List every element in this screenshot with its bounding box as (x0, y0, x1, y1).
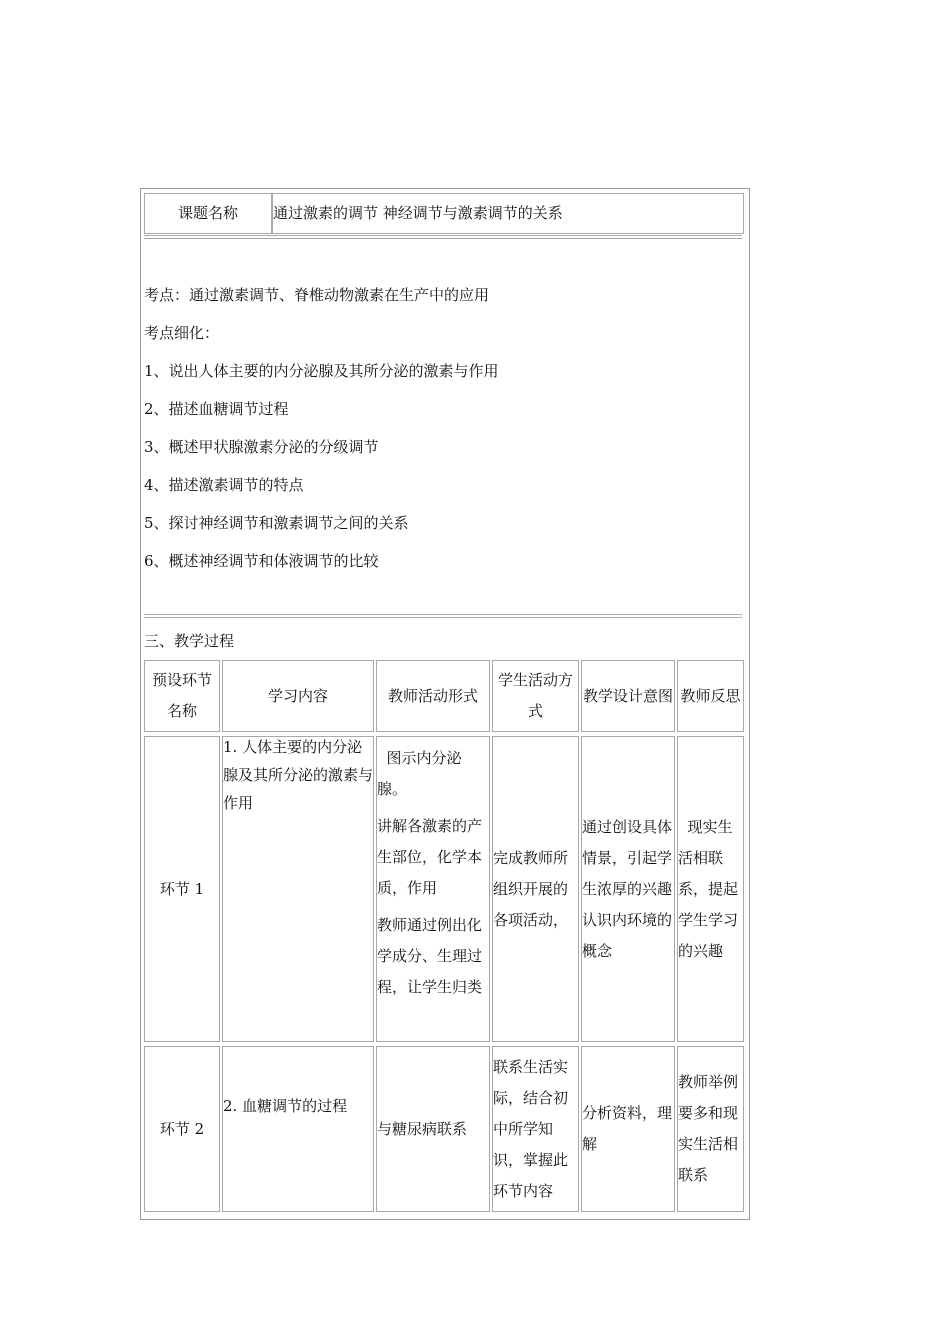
exam-item: 1、说出人体主要的内分泌腺及其所分泌的激素与作用 (144, 362, 499, 380)
table-row-2-student: 联系生活实际，结合初中所学知识，掌握此环节内容 (492, 1046, 579, 1212)
col-header-reflection: 教师反思 (677, 660, 744, 732)
col-header-teacher: 教师活动形式 (376, 660, 490, 732)
exam-detail-title: 考点细化： (144, 324, 220, 342)
table-row-1-content: 1. 人体主要的内分泌腺及其所分泌的激素与作用 (222, 736, 374, 1042)
table-row-1-intent: 通过创设具体情景，引起学生浓厚的兴趣认识内环境的概念 (581, 736, 675, 1042)
table-row-2-content: 2. 血糖调节的过程 (222, 1046, 374, 1212)
col-header-student: 学生活动方式 (492, 660, 579, 732)
topic-label: 课题名称 (177, 204, 238, 222)
table-row-2-stage: 环节 2 (144, 1046, 220, 1212)
col-header-stage: 预设环节名称 (144, 660, 220, 732)
exam-point: 考点：通过激素调节、脊椎动物激素在生产中的应用 (144, 286, 490, 304)
table-row-2-reflection: 教师举例要多和现实生活相联系 (677, 1046, 744, 1212)
topic-value-cell (272, 193, 744, 234)
topic-value: 通过激素的调节 神经调节与激素调节的关系 (273, 204, 563, 222)
table-row-1-student: 完成教师所组织开展的各项活动， (492, 736, 579, 1042)
col-header-content: 学习内容 (222, 660, 374, 732)
exam-item: 2、描述血糖调节过程 (144, 400, 289, 418)
exam-item: 5、探讨神经调节和激素调节之间的关系 (144, 514, 409, 532)
col-header-intent: 教学设计意图 (581, 660, 675, 732)
table-row-1-stage: 环节 1 (144, 736, 220, 1042)
topic-label-cell (144, 193, 272, 234)
exam-item: 6、概述神经调节和体液调节的比较 (144, 552, 379, 570)
table-row-1-reflection: 现实生活相联系，提起学生学习的兴趣 (677, 736, 744, 1042)
divider (144, 614, 742, 618)
process-title: 三、教学过程 (144, 632, 235, 650)
exam-item: 3、概述甲状腺激素分泌的分级调节 (144, 438, 379, 456)
table-row-2-intent: 分析资料，理解 (581, 1046, 675, 1212)
table-row-1-teacher: 图示内分泌腺。 讲解各激素的产生部位，化学本质，作用 教师通过例出化学成分、生理过程，让学生归类 (376, 736, 490, 1042)
exam-item: 4、描述激素调节的特点 (144, 476, 304, 494)
table-row-2-teacher: 与糖尿病联系 (376, 1046, 490, 1212)
divider (144, 235, 742, 239)
